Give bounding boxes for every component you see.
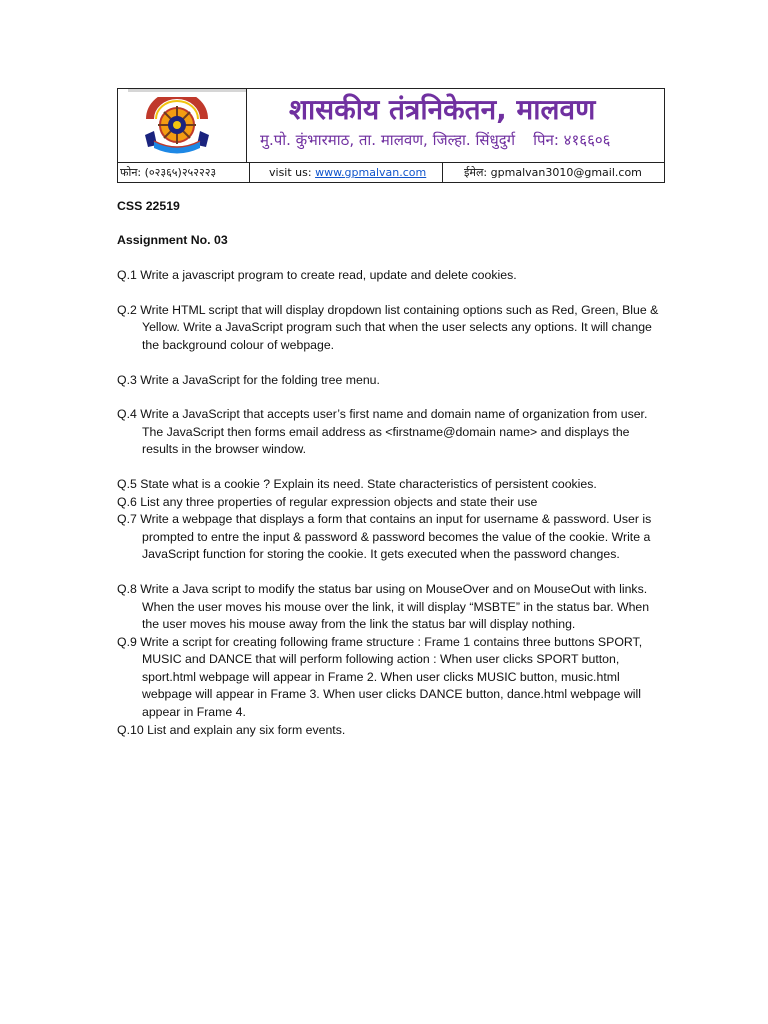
phone-cell: [118, 163, 250, 182]
question-9: Q.9 Write a script for creating following frame structure : Frame 1 contains three buttons SPORT, MUSIC and DANCE that will perform following action : When user clicks SPORT button, sport.html webpage will appear in Frame 2. When user clicks MUSIC button, music.html webpage will appear in Frame 3. When user clicks DANCE button, dance.html webpage will appear in Frame 4.: [117, 634, 643, 720]
title-cell: [247, 89, 664, 162]
website-cell: [250, 163, 443, 182]
email-address: gpmalvan3010@gmail.com: [490, 166, 642, 179]
question-1: Q.1 Write a javascript program to create read, update and delete cookies.: [117, 268, 517, 283]
question-6: Q.6 List any three properties of regular expression objects and state their use: [117, 494, 538, 509]
website-link[interactable]: www.gpmalvan.com: [315, 166, 427, 179]
question-7: Q.7 Write a webpage that displays a form that contains an input for username & password. User is prompted to entre the input & password & password becomes the value of the cookie. Write a JavaScript function for storing the cookie. It gets executed when the password changes.: [117, 512, 652, 562]
question-8: Q.8 Write a Java script to modify the status bar using on MouseOver and on MouseOut with links. When the user moves his mouse over the link, it will display “MSBTE” in the status bar. When the user moves his mouse away from the link the status bar will display nothing.: [117, 581, 650, 632]
pin-code: पिन: ४१६६०६: [533, 131, 611, 149]
question-3: Q.3 Write a JavaScript for the folding tree menu.: [117, 372, 380, 387]
phone-number: फोन: (०२३६५)२५२२२३: [120, 166, 217, 179]
college-name: शासकीय तंत्रनिकेतन, मालवण: [289, 93, 596, 126]
letterhead-table: [117, 88, 665, 183]
question-2: Q.2 Write HTML script that will display dropdown list containing options such as Red, Green, Blue & Yellow. Write a JavaScript program such that when the user selects any options. It will change the background colour of webpage.: [117, 302, 659, 352]
question-5: Q.5 State what is a cookie ? Explain its need. State characteristics of persistent cookies.: [117, 476, 597, 491]
email-cell: [443, 163, 664, 182]
course-code: CSS 22519: [117, 199, 180, 213]
question-10: Q.10 List and explain any six form events.: [117, 722, 346, 737]
logo-cell: [118, 89, 247, 162]
college-address: [260, 130, 610, 150]
contact-row: [118, 162, 664, 182]
college-logo-icon: [142, 97, 212, 157]
question-4: Q.4 Write a JavaScript that accepts user’s first name and domain name of organization from user. The JavaScript then forms email address as <firstname@domain name> and displays the results in the browser window.: [117, 407, 648, 457]
visit-label: visit us:: [269, 166, 312, 179]
email-label: ईमेल:: [464, 166, 488, 179]
assignment-title: Assignment No. 03: [117, 232, 228, 247]
address-text: मु.पो. कुंभारमाठ, ता. मालवण, जिल्हा. सिंधुदुर्ग: [260, 131, 516, 149]
assignment-body: [117, 198, 662, 739]
